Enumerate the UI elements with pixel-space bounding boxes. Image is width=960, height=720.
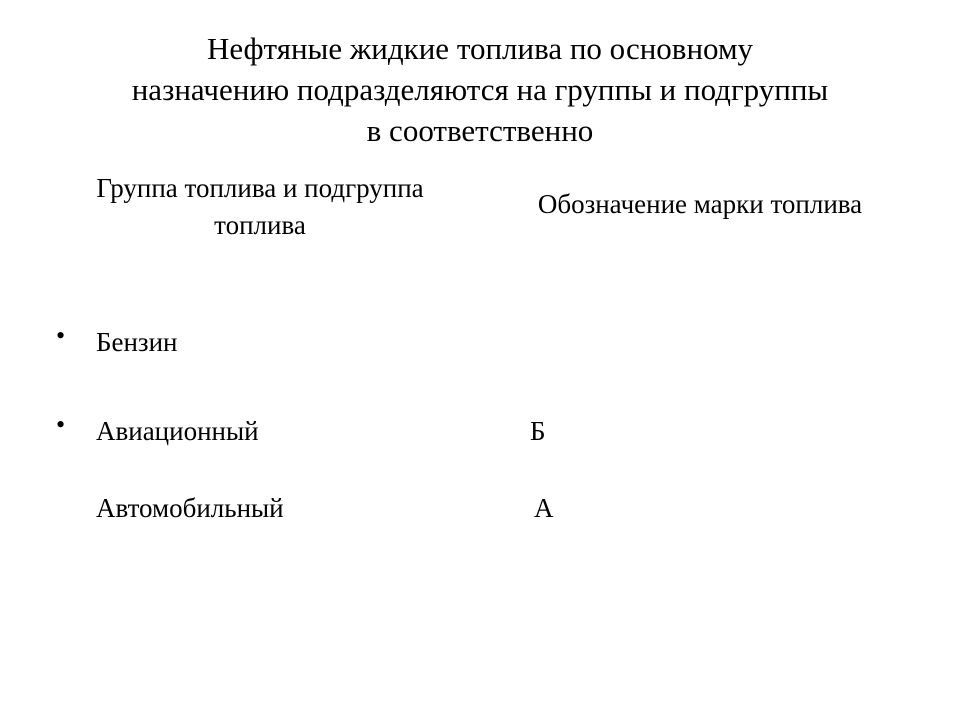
fuel-group-label: Бензин bbox=[96, 327, 178, 357]
title-line: назначению подразделяются на группы и подгруппы bbox=[131, 72, 829, 107]
bullet-icon: • bbox=[56, 410, 66, 439]
list-item bbox=[0, 322, 960, 362]
column-header-mark: Обозначение марки топлива bbox=[537, 189, 863, 219]
fuel-mark: А bbox=[534, 493, 554, 523]
bullet-icon: • bbox=[56, 321, 66, 350]
fuel-subgroup-label: Авиационный bbox=[96, 416, 259, 446]
slide-title bbox=[40, 28, 920, 151]
column-header-line: Группа топлива и подгруппа bbox=[96, 173, 424, 203]
column-header-line: топлива bbox=[214, 210, 306, 240]
list-item bbox=[0, 411, 960, 451]
title-line: в соответственно bbox=[366, 113, 594, 148]
column-header-group bbox=[50, 170, 470, 244]
fuel-subgroup-label: Автомобильный bbox=[96, 493, 284, 523]
title-line: Нефтяные жидкие топлива по основному bbox=[206, 31, 754, 66]
list-item bbox=[0, 488, 960, 528]
fuel-mark: Б bbox=[530, 416, 546, 446]
